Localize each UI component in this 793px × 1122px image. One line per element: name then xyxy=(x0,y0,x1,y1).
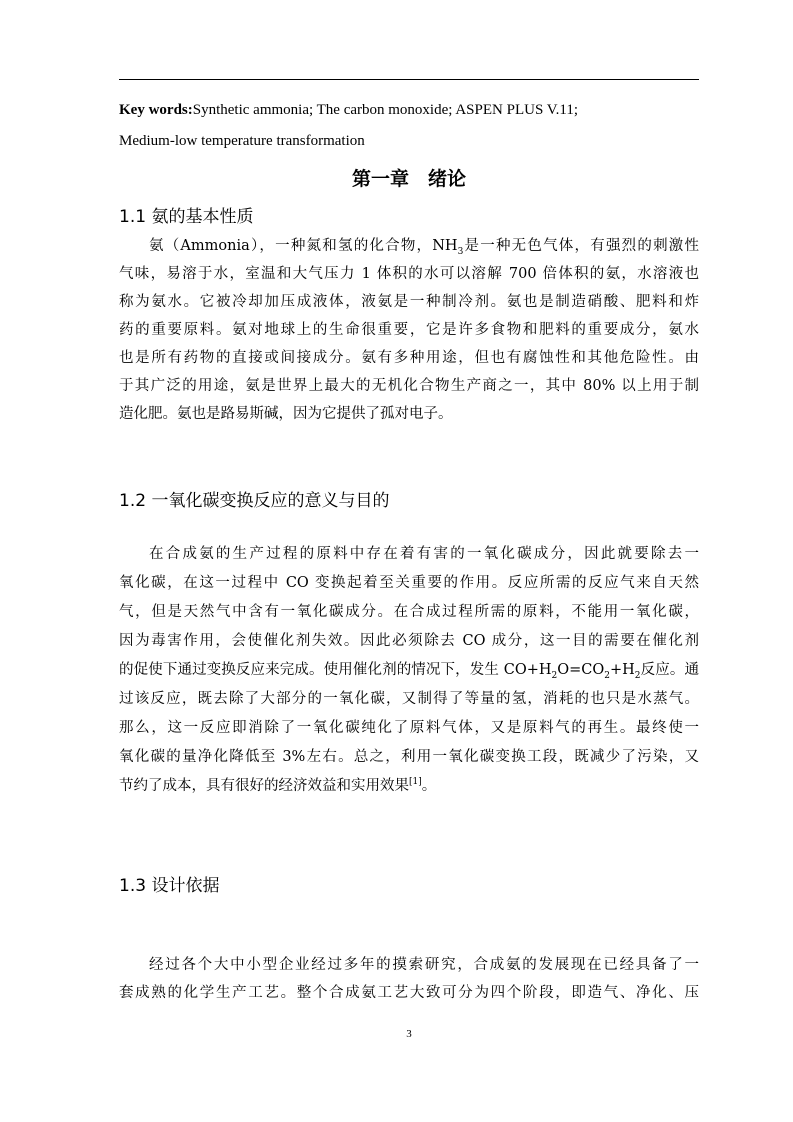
subscript: 2 xyxy=(551,670,558,681)
subscript: 2 xyxy=(604,670,610,681)
keywords-line-2: Medium-low temperature transformation xyxy=(119,133,365,149)
paragraph-line xyxy=(119,232,699,260)
subscript: 3 xyxy=(457,246,464,257)
paragraph-line: 过该反应，既去除了大部分的一氧化碳，又制得了等量的氢，消耗的也只是水蒸气。 xyxy=(119,691,699,707)
header-rule xyxy=(119,79,699,80)
paragraph-line: 气，但是天然气中含有一氧化碳成分。在合成过程所需的原料，不能用一氧化碳， xyxy=(119,604,699,620)
paragraph-line: 在合成氨的生产过程的原料中存在着有害的一氧化碳成分，因此就要除去一 xyxy=(149,546,699,562)
text-run: 。 xyxy=(421,778,437,794)
paragraph-line: 造化肥。氨也是路易斯碱，因为它提供了孤对电子。 xyxy=(119,406,453,422)
section-heading-1-2: 1.2 一氧化碳变换反应的意义与目的 xyxy=(119,491,390,511)
paragraph-line: 药的重要原料。氨对地球上的生命很重要，它是许多食物和肥料的重要成分，氨水 xyxy=(119,322,699,338)
paragraph-line: 于其广泛的用途，氨是世界上最大的无机化合物生产商之一，其中 80% 以上用于制 xyxy=(119,378,699,394)
paragraph-line: 氧化碳，在这一过程中 CO 变换起着至关重要的作用。反应所需的反应气来自天然 xyxy=(119,575,699,591)
section-1-1-paragraph xyxy=(119,232,699,428)
paragraph-line: 氧化碳的量净化降低至 3%左右。总之，利用一氧化碳变换工段，既减少了污染，又 xyxy=(119,749,699,765)
paragraph-line: 称为氨水。它被冷却加压成液体，液氨是一种制冷剂。氨也是制造硝酸、肥料和炸 xyxy=(119,294,699,310)
text-run: 节约了成本，具有很好的经济效益和实用效果 xyxy=(119,778,409,794)
text-run: O=CO xyxy=(557,662,605,678)
keywords-line-1 xyxy=(119,100,578,120)
chapter-title: 第一章 绪论 xyxy=(351,168,466,190)
section-1-2-paragraph xyxy=(119,540,699,801)
section-heading-1-3: 1.3 设计依据 xyxy=(119,876,220,896)
section-1-3-paragraph xyxy=(119,951,699,1007)
paragraph-line: 经过各个大中小型企业经过多年的摸索研究，合成氨的发展现在已经具备了一 xyxy=(149,957,699,973)
citation-mark: [1] xyxy=(409,777,422,788)
paragraph-line xyxy=(119,772,699,801)
paragraph-line: 那么，这一反应即消除了一氧化碳纯化了原料气体，又是原料气的再生。最终使一 xyxy=(119,720,699,736)
text-run: 氨（Ammonia），一种氮和氢的化合物，NH xyxy=(149,238,458,254)
section-heading-1-1: 1.1 氨的基本性质 xyxy=(119,207,254,227)
keywords-label: Key words: xyxy=(119,102,193,118)
text-run: 是一种无色气体，有强烈的刺激性 xyxy=(463,238,700,254)
paragraph-line xyxy=(119,656,699,685)
page-number: 3 xyxy=(406,1028,412,1040)
text-run: 的促使下通过变换反应来完成。使用催化剂的情况下，发生 CO+H xyxy=(119,662,552,678)
paragraph-line: 气味，易溶于水，室温和大气压力 1 体积的水可以溶解 700 倍体积的氨，水溶液也 xyxy=(119,266,699,282)
subscript: 2 xyxy=(634,670,641,681)
paragraph-line: 因为毒害作用，会使催化剂失效。因此必须除去 CO 成分，这一目的需要在催化剂 xyxy=(119,633,699,649)
paragraph-line: 套成熟的化学生产工艺。整个合成氨工艺大致可分为四个阶段，即造气、净化、压 xyxy=(119,985,699,1001)
text-run: +H xyxy=(610,662,635,678)
paragraph-line: 也是所有药物的直接或间接成分。氨有多种用途，但也有腐蚀性和其他危险性。由 xyxy=(119,350,699,366)
keywords-text-1: Synthetic ammonia; The carbon monoxide; ASPEN PLUS V.11; xyxy=(192,102,579,118)
text-run: 反应。通 xyxy=(640,662,699,678)
